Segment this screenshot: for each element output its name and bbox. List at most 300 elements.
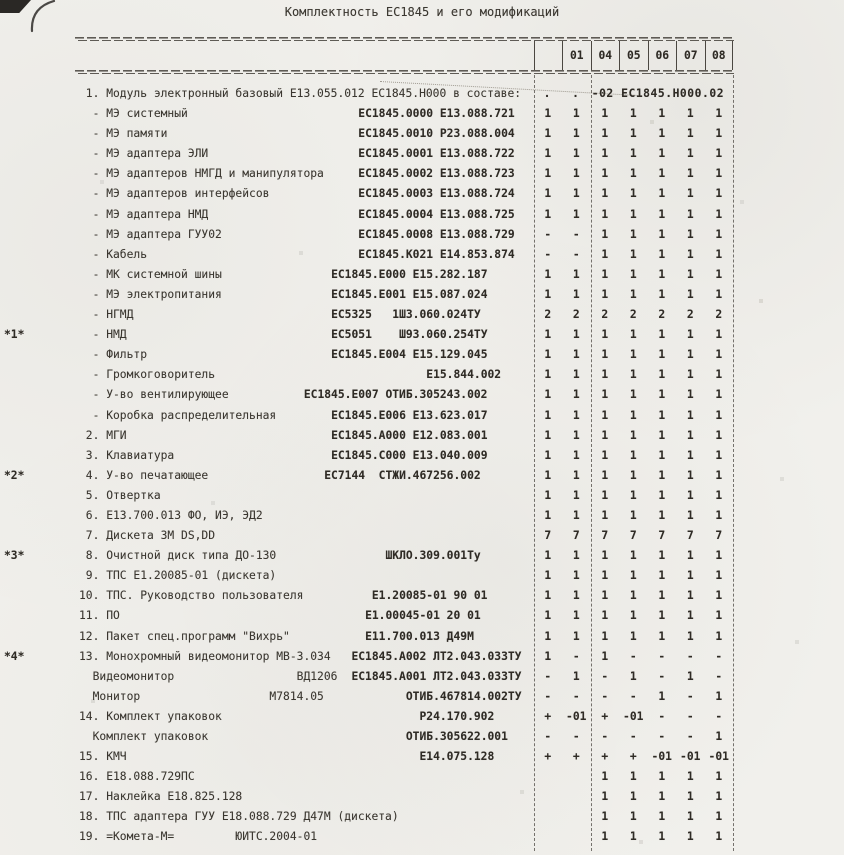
value-cell: 1 <box>686 448 694 462</box>
item-cell <box>75 426 534 446</box>
table-row <box>75 606 734 626</box>
value-cell: 1 <box>629 589 637 603</box>
item-cell <box>75 807 534 827</box>
item-designation: ЕС1845.0008 Е13.088.729 <box>358 227 522 241</box>
value-cell: 1 <box>686 810 694 824</box>
column-header-04: 04 <box>591 41 620 70</box>
value-cell: 1 <box>544 207 552 221</box>
item-name: - Кабель <box>79 247 148 261</box>
item-designation: ЕС1845.Е000 Е15.282.187 <box>331 267 522 281</box>
margin-marker: *3* <box>4 549 25 563</box>
item-name: - МЭ памяти <box>79 127 168 141</box>
table-row <box>4 466 734 486</box>
value-cell: 1 <box>601 348 609 362</box>
value-cell: 2 <box>544 308 552 322</box>
value-cell: 1 <box>601 287 609 301</box>
value-cell: 1 <box>686 287 694 301</box>
value-cell: 1 <box>715 267 723 281</box>
value-cell: 1 <box>544 147 552 161</box>
item-name: - МЭ адаптеров интерфейсов <box>79 187 270 201</box>
value-cell: 1 <box>629 127 637 141</box>
value-cell: - <box>629 730 637 743</box>
value-cell: 1 <box>544 629 552 643</box>
value-cell: 1 <box>601 589 609 603</box>
item-cell <box>75 506 534 526</box>
value-cell: 1 <box>629 609 637 623</box>
table-row <box>75 787 734 807</box>
item-name: - НМД <box>79 328 127 342</box>
value-cell: 1 <box>572 549 580 563</box>
value-cell: -01 <box>651 750 672 764</box>
value-cell: 1 <box>544 328 552 342</box>
item-cell <box>75 406 534 426</box>
item-cell <box>75 566 534 586</box>
table-row <box>75 305 734 325</box>
item-designation: ЕС1845.К021 Е14.853.874 <box>358 247 522 261</box>
item-name: - Фильтр <box>79 348 148 362</box>
item-name: 1. Модуль электронный базовый Е13.055.012 ЕС1845.Н000 в составе: <box>79 87 522 100</box>
item-name: 16. Е18.088.729ПС <box>79 770 195 784</box>
item-cell <box>75 546 534 566</box>
table-row <box>75 506 734 526</box>
item-cell <box>75 325 534 345</box>
margin-marker: *1* <box>4 328 25 342</box>
value-cell <box>534 767 563 787</box>
value-cell: - <box>572 227 580 241</box>
margin-marker: *2* <box>4 468 25 482</box>
value-cell: 1 <box>715 689 723 703</box>
item-designation: ЕС1845.Е001 Е15.087.024 <box>331 287 522 301</box>
item-cell <box>75 687 534 707</box>
value-cell: 1 <box>715 830 723 844</box>
value-cell: 1 <box>544 468 552 482</box>
table-row <box>75 365 734 385</box>
value-cell: 1 <box>658 227 666 241</box>
value-cell: 2 <box>601 308 609 322</box>
value-cell: - <box>715 709 723 723</box>
value-cell: . <box>572 87 579 100</box>
value-cell: 1 <box>544 649 552 663</box>
value-cell: 1 <box>544 408 552 422</box>
item-name: 7. Дискета 3М DS,DD <box>79 529 216 543</box>
item-cell <box>75 787 534 807</box>
value-cell: 1 <box>715 508 723 522</box>
value-cell: 1 <box>601 508 609 522</box>
item-designation: ЕС1845.Е006 Е13.623.017 <box>331 408 522 422</box>
table-row <box>4 546 734 566</box>
value-cell: 1 <box>715 147 723 161</box>
value-cell: 1 <box>601 609 609 623</box>
value-cell: 1 <box>572 187 580 201</box>
item-designation: ОТИБ.467814.002ТУ <box>405 689 522 703</box>
value-cell: 1 <box>629 408 637 422</box>
item-designation: ЕС1845.0003 Е13.088.724 <box>358 187 522 201</box>
value-cell: + <box>572 750 580 764</box>
value-cell: 1 <box>715 569 723 583</box>
value-cell: 1 <box>601 549 609 563</box>
value-cell: 1 <box>686 569 694 583</box>
value-cell: 1 <box>686 147 694 161</box>
value-cell: 1 <box>572 508 580 522</box>
value-cell: 1 <box>715 187 723 201</box>
table-row <box>75 345 734 365</box>
value-cell: 1 <box>544 448 552 462</box>
item-name: 12. Пакет спец.программ "Вихрь" <box>79 629 290 643</box>
value-cell: 1 <box>686 107 694 121</box>
value-cell: 1 <box>686 348 694 362</box>
value-cell: 1 <box>629 167 637 181</box>
value-cell: 1 <box>601 770 609 784</box>
table-body <box>4 84 734 848</box>
item-cell <box>75 727 534 747</box>
item-designation: ЕС1845.0000 Е13.088.721 <box>358 107 522 121</box>
value-cell: 1 <box>629 549 637 563</box>
table-row <box>4 325 734 345</box>
table-row <box>75 426 734 446</box>
value-cell: 2 <box>715 308 723 322</box>
table-row <box>75 807 734 827</box>
value-cell: 1 <box>686 468 694 482</box>
value-cell: 1 <box>544 368 552 382</box>
item-designation: Е15.844.002 <box>426 368 522 382</box>
value-cell: 1 <box>658 167 666 181</box>
table-row <box>75 385 734 405</box>
value-cell: - <box>601 730 609 743</box>
value-cell: 1 <box>686 267 694 281</box>
item-cell <box>75 265 534 285</box>
item-designation: ШКЛО.309.001Ту <box>385 549 522 563</box>
table-row <box>75 586 734 606</box>
value-cell: - <box>629 689 637 703</box>
value-cell: - <box>572 730 580 743</box>
value-cell: 1 <box>715 609 723 623</box>
item-name: Монитор М7814.05 <box>79 689 324 703</box>
value-cell: 1 <box>715 589 723 603</box>
value-cell: -01 <box>623 709 644 723</box>
item-name: - МЭ системный <box>79 107 188 121</box>
value-cell: + <box>544 709 552 723</box>
value-cell: 1 <box>658 187 666 201</box>
value-cell: 1 <box>715 328 723 342</box>
value-cell: -01 <box>680 750 701 764</box>
value-cell: 1 <box>601 187 609 201</box>
table-row <box>75 285 734 305</box>
value-cell: 1 <box>658 328 666 342</box>
item-designation: Е1.00045-01 20 01 <box>365 609 522 623</box>
value-cell: 1 <box>629 287 637 301</box>
item-designation: ЕС7144 СТЖИ.467256.002 <box>324 468 522 482</box>
value-cell: 7 <box>601 529 609 543</box>
value-cell: 1 <box>686 227 694 241</box>
value-cell: 1 <box>686 669 694 683</box>
value-cell: 1 <box>544 589 552 603</box>
value-cell: 1 <box>658 488 666 502</box>
item-name: 18. ТПС адаптера ГУУ Е18.088.729 Д47М (дискета) <box>79 810 399 824</box>
value-cell: 1 <box>629 569 637 583</box>
item-designation: ЕС1845.Е007 ОТИБ.305243.002 <box>303 388 522 402</box>
item-cell <box>75 365 534 385</box>
value-cell: 1 <box>658 830 666 844</box>
value-cell: 1 <box>572 328 580 342</box>
value-cell: 1 <box>601 368 609 382</box>
value-cell: 1 <box>629 790 637 804</box>
table-row <box>75 627 734 647</box>
item-designation: ЕС1845.0010 Р23.088.004 <box>358 127 522 141</box>
value-cell: 1 <box>572 428 580 442</box>
page-title: Комплектность ЕС1845 и его модификаций <box>284 5 560 19</box>
value-cell: - <box>629 649 637 663</box>
value-cell: 1 <box>658 127 666 141</box>
value-cell: 1 <box>601 247 609 261</box>
value-cell: 1 <box>658 508 666 522</box>
item-designation: ЕС1845.Е004 Е15.129.045 <box>331 348 522 362</box>
value-cell: 1 <box>544 428 552 442</box>
item-name: 14. Комплект упаковок <box>79 709 222 723</box>
value-cell: 1 <box>544 287 552 301</box>
value-cell: 1 <box>715 287 723 301</box>
value-cell: 1 <box>629 207 637 221</box>
value-cell: + <box>601 750 609 764</box>
value-cell: 1 <box>572 669 580 683</box>
value-cell: 1 <box>572 147 580 161</box>
value-cell: 1 <box>715 207 723 221</box>
item-name: - Громкоговоритель <box>79 368 216 382</box>
value-cell: 1 <box>715 468 723 482</box>
table-row <box>4 647 734 667</box>
value-cell: 1 <box>629 328 637 342</box>
value-cell: 1 <box>715 368 723 382</box>
value-cell: 1 <box>629 488 637 502</box>
value-cell: -01 <box>566 709 587 723</box>
value-cell <box>562 767 591 787</box>
table-row <box>75 225 734 245</box>
value-cell: - <box>572 649 580 663</box>
value-cell: 1 <box>658 247 666 261</box>
value-cell: 1 <box>572 127 580 141</box>
value-cell: 1 <box>629 629 637 643</box>
item-cell <box>75 124 534 144</box>
value-cell: 1 <box>715 408 723 422</box>
table-row <box>75 164 734 184</box>
value-cell: 1 <box>601 830 609 844</box>
value-cell: 1 <box>544 267 552 281</box>
item-designation: Е11.700.013 Д49М <box>365 629 522 643</box>
value-cell: 1 <box>572 408 580 422</box>
value-cell: 1 <box>572 609 580 623</box>
value-cell: 1 <box>629 247 637 261</box>
value-cell: 2 <box>629 308 637 322</box>
item-cell <box>75 466 534 486</box>
value-cell: - <box>544 730 552 743</box>
value-cell: 1 <box>686 187 694 201</box>
item-name: 3. Клавиатура <box>79 448 175 462</box>
item-name: - МК системной шины <box>79 267 222 281</box>
value-cell: 1 <box>601 207 609 221</box>
value-cell: + <box>629 750 637 764</box>
value-cell: 1 <box>601 448 609 462</box>
value-cell: 1 <box>658 609 666 623</box>
value-cell: 1 <box>686 830 694 844</box>
item-designation: ЕС1845.А001 ЛТ2.043.033ТУ <box>351 669 522 683</box>
item-name: 6. Е13.700.013 ФО, ИЭ, ЭД2 <box>79 508 263 522</box>
value-cell: - <box>715 649 723 663</box>
table-row <box>75 767 734 787</box>
value-cell: 1 <box>686 549 694 563</box>
value-cell: - <box>686 689 694 703</box>
value-cell: 1 <box>601 107 609 121</box>
value-cell: 1 <box>686 408 694 422</box>
item-name: 13. Монохромный видеомонитор МВ-3.034 <box>79 649 331 663</box>
value-cell: 1 <box>658 790 666 804</box>
item-cell <box>75 245 534 265</box>
value-cell: 1 <box>572 488 580 502</box>
value-cell: 1 <box>715 247 723 261</box>
item-designation: ЕС1845.А000 Е12.083.001 <box>331 428 522 442</box>
table-row <box>75 205 734 225</box>
value-cell: 1 <box>715 488 723 502</box>
value-cell: 1 <box>629 770 637 784</box>
value-cell: 1 <box>572 629 580 643</box>
item-cell <box>75 586 534 606</box>
value-cell: 1 <box>715 127 723 141</box>
item-name: Комплект упаковок <box>79 730 209 743</box>
item-cell <box>75 184 534 204</box>
value-cell: 1 <box>572 167 580 181</box>
table-row <box>75 707 734 727</box>
table-row <box>75 124 734 144</box>
value-cell: 1 <box>629 348 637 362</box>
value-cell: 1 <box>629 810 637 824</box>
value-cell: 1 <box>686 589 694 603</box>
value-cell: 1 <box>601 790 609 804</box>
value-cell: 1 <box>658 408 666 422</box>
item-name: - НГМД <box>79 308 134 322</box>
value-cell: 1 <box>601 468 609 482</box>
value-cell: 1 <box>629 468 637 482</box>
value-cell: 1 <box>544 508 552 522</box>
value-cell: - <box>544 689 552 703</box>
item-cell <box>75 827 534 847</box>
value-cell: 1 <box>658 468 666 482</box>
item-designation: ЕС5325 1Ш3.060.024ТУ <box>331 308 522 322</box>
value-cell: 1 <box>658 689 666 703</box>
value-cell: 1 <box>715 388 723 402</box>
item-cell <box>75 385 534 405</box>
value-cell: 1 <box>715 348 723 362</box>
table-header <box>534 41 734 70</box>
table-row <box>75 265 734 285</box>
value-cell: 1 <box>629 448 637 462</box>
value-cell: 1 <box>715 810 723 824</box>
item-cell <box>75 707 534 727</box>
item-name: - МЭ электропитания <box>79 287 222 301</box>
value-cell: 1 <box>572 348 580 362</box>
value-cell: + <box>601 709 609 723</box>
item-designation: ЕС1845.С000 Е13.040.009 <box>331 448 522 462</box>
value-cell: 1 <box>544 187 552 201</box>
value-cell: - <box>601 689 609 703</box>
value-cell: - <box>715 669 723 683</box>
components-table <box>4 37 734 855</box>
value-cell: 1 <box>658 589 666 603</box>
value-cell: 1 <box>544 107 552 121</box>
value-cell <box>562 807 591 827</box>
item-designation: ЕС1845.0002 Е13.088.723 <box>358 167 522 181</box>
value-cell: 1 <box>544 549 552 563</box>
value-span-cell: -02 ЕС1845.Н000.02 <box>591 87 725 100</box>
value-cell: 7 <box>544 529 552 543</box>
item-name: Видеомонитор ВД1206 <box>79 669 338 683</box>
table-row <box>75 667 734 687</box>
value-cell: 1 <box>572 388 580 402</box>
value-cell: - <box>572 689 580 703</box>
value-cell: 1 <box>601 328 609 342</box>
item-cell <box>75 84 533 104</box>
item-designation: Е14.075.128 <box>419 750 522 764</box>
value-cell: 1 <box>601 267 609 281</box>
item-name: - МЭ адаптера НМД <box>79 207 209 221</box>
table-row <box>75 104 734 124</box>
value-cell: - <box>572 247 580 261</box>
value-cell: - <box>658 730 666 743</box>
value-cell: 1 <box>686 167 694 181</box>
value-cell: 2 <box>686 308 694 322</box>
column-header-05: 05 <box>619 41 648 70</box>
value-cell: 1 <box>715 549 723 563</box>
value-cell: 1 <box>686 790 694 804</box>
value-cell: 1 <box>601 428 609 442</box>
item-designation: ЕС1845.А002 ЛТ2.043.033ТУ <box>351 649 522 663</box>
value-cell: 1 <box>658 549 666 563</box>
value-cell: 7 <box>629 529 637 543</box>
table-row <box>75 827 734 847</box>
column-header-07: 07 <box>676 41 705 70</box>
value-cell: 1 <box>686 629 694 643</box>
table-row <box>75 184 734 204</box>
value-cell: 1 <box>629 669 637 683</box>
value-cell: 1 <box>601 227 609 241</box>
value-cell: 1 <box>544 167 552 181</box>
value-cell: + <box>544 750 552 764</box>
value-cell: 1 <box>544 569 552 583</box>
value-cell: 1 <box>544 609 552 623</box>
value-cell: 1 <box>629 267 637 281</box>
value-cell: 1 <box>686 770 694 784</box>
value-cell: 1 <box>601 649 609 663</box>
value-cell <box>562 827 591 847</box>
value-cell: 1 <box>572 287 580 301</box>
item-name: 11. ПО <box>79 609 120 623</box>
value-cell: 7 <box>715 529 723 543</box>
item-cell <box>75 205 534 225</box>
value-cell: 1 <box>544 488 552 502</box>
value-cell: 1 <box>658 348 666 362</box>
item-cell <box>75 667 534 687</box>
item-name: 4. У-во печатающее <box>79 468 209 482</box>
item-cell <box>75 606 534 626</box>
item-name: - У-во вентилирующее <box>79 388 229 402</box>
value-cell: 1 <box>658 368 666 382</box>
value-cell: - <box>658 669 666 683</box>
value-cell: 1 <box>572 448 580 462</box>
item-name: 17. Наклейка Е18.825.128 <box>79 790 243 804</box>
value-cell <box>534 787 563 807</box>
value-cell: 1 <box>658 569 666 583</box>
value-cell: 7 <box>686 529 694 543</box>
item-name: 9. ТПС Е1.20085-01 (дискета) <box>79 569 277 583</box>
column-header-01: 01 <box>562 41 591 70</box>
value-cell: 1 <box>572 589 580 603</box>
